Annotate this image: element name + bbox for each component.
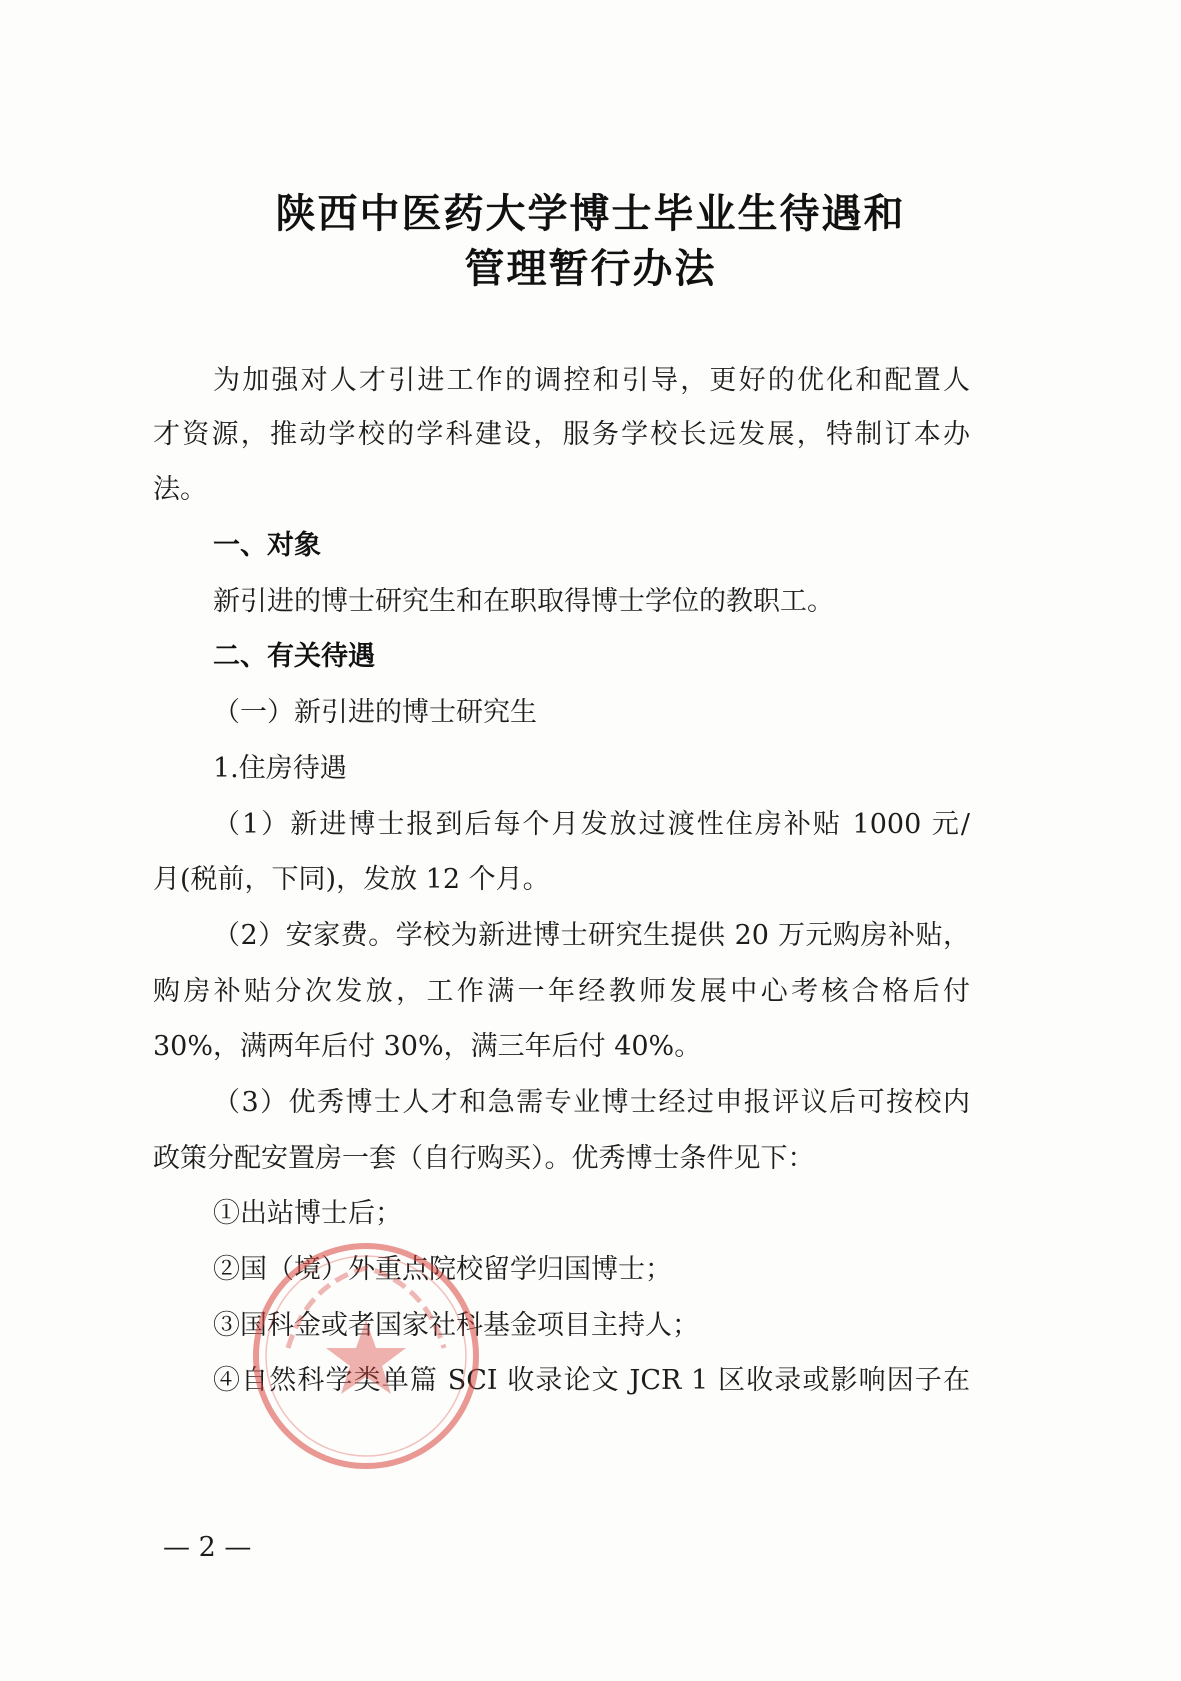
section-objects-text: 新引进的博士研究生和在职取得博士学位的教职工。 [213, 586, 834, 617]
para2-line-1: （2）安家费。学校为新进博士研究生提供 20 万元购房补贴， [213, 920, 970, 951]
intro-line-1: 为加强对人才引进工作的调控和引导，更好的优化和配置人 [213, 365, 970, 396]
page-number: — 2 — [163, 1532, 252, 1563]
section-heading-objects: 一、对象 [213, 530, 321, 561]
official-seal-stamp [248, 1238, 484, 1474]
intro-line-3: 法。 [153, 474, 207, 505]
para2-line-2: 购房补贴分次发放，工作满一年经教师发展中心考核合格后付 [153, 976, 970, 1007]
condition-3: ③国科金或者国家社科基金项目主持人； [213, 1310, 699, 1341]
condition-1: ①出站博士后； [213, 1198, 402, 1229]
para2-line-3: 30%，满两年后付 30%，满三年后付 40%。 [153, 1031, 702, 1062]
condition-4: ④自然科学类单篇 SCI 收录论文 JCR 1 区收录或影响因子在 [213, 1365, 970, 1396]
para3-line-1: （3）优秀博士人才和急需专业博士经过申报评议后可按校内 [213, 1087, 970, 1118]
para1-line-2: 月(税前，下同)，发放 12 个月。 [153, 864, 550, 895]
document-title-line-1: 陕西中医药大学博士毕业生待遇和 [275, 191, 906, 237]
document-title-line-2: 管理暂行办法 [464, 246, 717, 292]
condition-2: ②国（境）外重点院校留学归国博士； [213, 1254, 672, 1285]
section-heading-benefits: 二、有关待遇 [213, 641, 375, 672]
item-housing: 1.住房待遇 [213, 753, 347, 784]
para3-line-2: 政策分配安置房一套（自行购买）。优秀博士条件见下： [153, 1143, 815, 1174]
subsection-new-doctors: （一）新引进的博士研究生 [213, 697, 537, 728]
intro-line-2: 才资源，推动学校的学科建设，服务学校长远发展，特制订本办 [153, 419, 970, 450]
para1-line-1: （1）新进博士报到后每个月发放过渡性住房补贴 1000 元/ [213, 809, 970, 840]
